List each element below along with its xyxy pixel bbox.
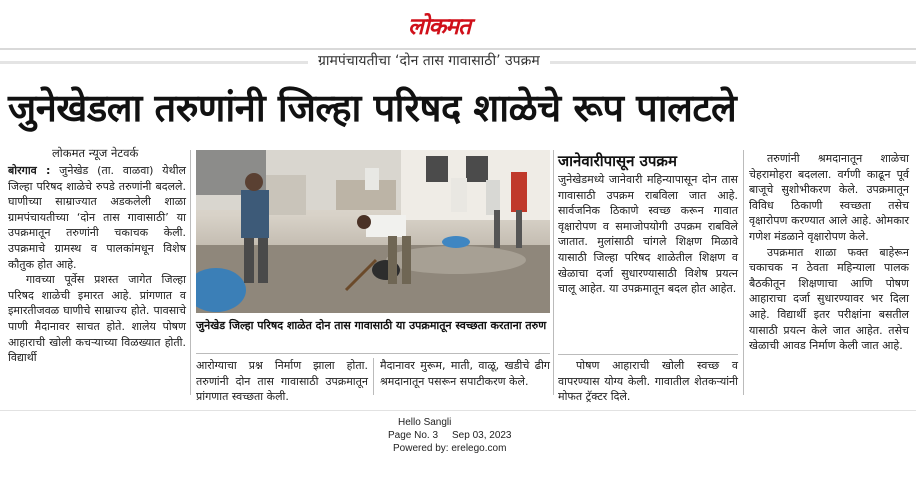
paragraph: तरुणांनी श्रमदानातून शाळेचा चेहरामोहरा बदलला. वर्गणी काढून पूर्व बाजूचे सुशोभीकरण केले. उपक्रमातून विविध ठिकाणी स्वच्छता तसेच वृक्षारोपण करण्यात आले आहे. ओमकार गणेश मंडळाने वृक्षारोपण केले. — [749, 152, 909, 243]
article-column-5 — [749, 151, 909, 354]
kicker-bar — [0, 48, 916, 76]
article-column-4 — [558, 172, 738, 297]
column-rule — [190, 150, 191, 395]
newspaper-logo: लोकमत — [408, 14, 471, 40]
kicker-text: ग्रामपंचायतीचा ‘दोन तास गावासाठी’ उपक्रम — [308, 51, 550, 70]
page-number: Page No. 3 — [388, 430, 439, 441]
page-footer — [0, 410, 916, 488]
paragraph — [8, 163, 186, 272]
headline: जुनेखेडला तरुणांनी जिल्हा परिषद शाळेचे रूप पालटले — [8, 86, 737, 130]
paragraph: आरोग्याचा प्रश्न निर्माण झाला होता. तरुणांनी दोन तास गावासाठी उपक्रमातून प्रांगणात स्वच्छता केली. — [196, 359, 368, 404]
photo-illustration — [196, 150, 550, 313]
caption-rule — [196, 353, 550, 354]
article-column-4b — [558, 358, 738, 405]
paragraph-text: जुनेखेड (ता. वाळवा) येथील जिल्हा परिषद शाळेचे रुपडे तरुणांनी बदलले. घाणीच्या साम्राज्यात अडकलेली शाळा ग्रामपंचायतीच्या ‘दोन तास गावासाठी’ या उपक्रमातून तरुणांनी चकाचक केली. उपक्रमाचे ग्रामस्थ व पालकांमधून विशेष कौतुक होत आहे. — [8, 164, 186, 271]
byline: लोकमत न्यूज नेटवर्क — [52, 146, 139, 160]
section-rule — [558, 354, 738, 355]
paragraph: गावच्या पूर्वेस प्रशस्त जागेत जिल्हा परिषद शाळेची इमारत आहे. प्रांगणात व इमारतीजवळ घाणीचे साम्राज्य होते. पावसाचे पाणी मैदानावर साचत होते. शालेय पोषण आहाराची खोली कचऱ्याच्या विळख्यात होती. विद्यार्थी — [8, 273, 186, 365]
paragraph: जुनेखेडमध्ये जानेवारी महिन्यापासून दोन तास गावासाठी उपक्रम राबविला जात आहे. सार्वजनिक ठिकाणे स्वच्छ करून गावात वृक्षारोपण व समाजोपयोगी उपक्रम राबविले जातात. मुलांसाठी चांगले शिक्षण मिळावे यासाठी जिल्हा परिषद शाळेतील शिक्षण व खेळाचा दर्जा सुधारण्यासाठी विशेष प्रयत्न चालू आहेत. या उपक्रमातून बदल होत आहेत. — [558, 173, 738, 296]
article-column-3 — [380, 358, 550, 389]
paragraph: उपक्रमात शाळा फक्त बाहेरून चकाचक न ठेवता महिन्याला पालक बैठकीतून शिक्षणाचा आणि पोषण आहाराचा दर्जा सुधारण्यावर भर दिला आहे. विद्यार्थी इतर परीक्षांना बसतील यासाठी प्रयत्न केले जात आहेत. तसेच खेळाची आवड निर्माण केली जात आहे. — [749, 245, 909, 353]
dateline: बोरगाव : — [8, 164, 51, 177]
subheading: जानेवारीपासून उपक्रम — [558, 152, 677, 170]
column-rule — [373, 358, 374, 395]
masthead — [0, 0, 916, 50]
column-rule — [743, 150, 744, 395]
photo-caption: जुनेखेड जिल्हा परिषद शाळेत दोन तास गावासाठी या उपक्रमातून स्वच्छता करताना तरुण — [196, 319, 547, 332]
article-column-2 — [196, 358, 368, 405]
article-column-1 — [8, 163, 186, 366]
paragraph: मैदानावर मुरूम, माती, वाळू, खडीचे ढीग श्रमदानातून पसरून सपाटीकरण केले. — [380, 359, 550, 388]
paragraph: पोषण आहाराची खोली स्वच्छ व वापरण्यास योग्य केली. गावातील शेतकऱ्यांनी मोफत ट्रॅक्टर दिले. — [558, 359, 738, 404]
column-rule — [553, 150, 554, 395]
edition-name: Hello Sangli — [398, 417, 452, 428]
powered-by: Powered by: erelego.com — [393, 443, 507, 454]
news-photo — [196, 150, 550, 313]
publish-date: Sep 03, 2023 — [452, 430, 512, 441]
